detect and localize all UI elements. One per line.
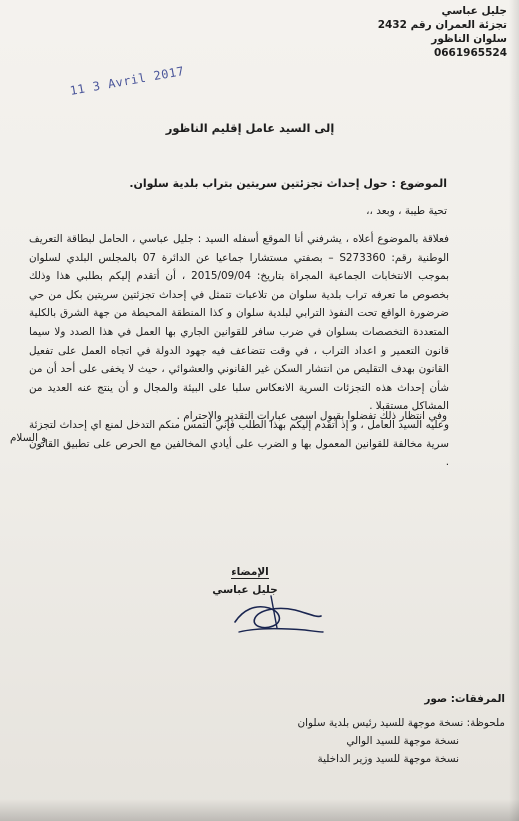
attachments-title: المرفقات: صور [424,693,505,705]
letter-body [29,230,449,472]
copies-list [185,714,505,768]
sender-city: سلوان الناظور [431,33,507,45]
copy-item: نسخة موجهة للسيد وزير الداخلية [317,753,459,765]
signature-name: جليل عباسي [212,584,278,596]
copy-row-1 [185,714,505,732]
subject-line: الموضوع : حول إحداث تجزئتين سريتين بتراب بلدية سلوان. [129,177,447,190]
handwritten-signature [225,588,325,644]
salam-line: و السلام [10,432,47,444]
signature-label-text: الإمضاء [231,566,269,578]
signature-label [205,566,295,578]
closing-line: وفي انتظار ذلك تفضلوا بقبول اسمى عبارات التقدير والاحترام . [176,410,447,422]
date-stamp: 11 3 Avril 2017 [68,63,186,98]
page-bottom-shadow [0,799,519,821]
copy-item: نسخة موجهة للسيد رئيس بلدية سلوان [297,717,464,729]
body-paragraph-1: فعلاقة بالموضوع أعلاه ، يشرفني أنا الموقع أسفله السيد : جليل عباسي ، الحامل لبطاقة التعريف الوطنية رقم: S273360 – بصفتي مستشارا جماعيا عن الدائرة 07 بالمجلس البلدي لسلوان بموجب الانتخابات الجماعية المجراة بتاريخ: 2015/09/04 ، أن أتقدم إليكم بطلبي هذا وذلك بخصوص ما تعرفه تراب بلدية سلوان من تلاعبات تتمثل في إحداث تجزئتين سريتين بكل من حي ضرضورة الواقع تحت النفوذ الترابي لبلدية سلوان و كذا المنطقة المحيطة من جهة الشرق بالكلية المتعددة التخصصات بسلوان في ضرب سافر للقوانين الجاري بها العمل في هذا الصدد ولا سيما قانون التعمير و اعداد التراب ، في وقت تتضاعف فيه جهود الدولة في اتجاه العمل على تفعيل القانون بهدف التقليص من انتشار السكن غير القانوني والعشوائي ، حيث لا يخفى على أحد أن من شأن إحداث هذه التجزئات السرية الانعكاس سلبا على البيئة والمجال و أن ينتج عنه العديد من المشاكل مستقبلا . [29,233,449,413]
body-paragraph-2: وعليه السيد العامل ، و إذ أتقدم إليكم بهذا الطلب فإني ألتمس منكم التدخل لمنع اي إحداث لتجزئة سرية مخالفة للقوانين المعمول بها و الضرب على أيادي المخالفين مع الحرص على تطبيق القانون . [29,418,449,469]
sender-name: جليل عباسي [441,5,507,17]
greeting-line: تحية طيبة ، وبعد ،، [366,205,447,217]
addressee-line: إلى السيد عامل إقليم الناظور [165,121,335,135]
sender-block [307,4,507,60]
page-edge-shadow [509,0,519,821]
sender-address: تجزئة العمران رقم 2432 [377,19,507,31]
copy-row-2 [185,732,459,750]
copy-row-3 [185,750,459,768]
copy-item: نسخة موجهة للسيد الوالي [346,735,459,747]
sender-phone: 0661965524 [433,47,507,59]
note-label: ملحوظة: [466,717,505,729]
